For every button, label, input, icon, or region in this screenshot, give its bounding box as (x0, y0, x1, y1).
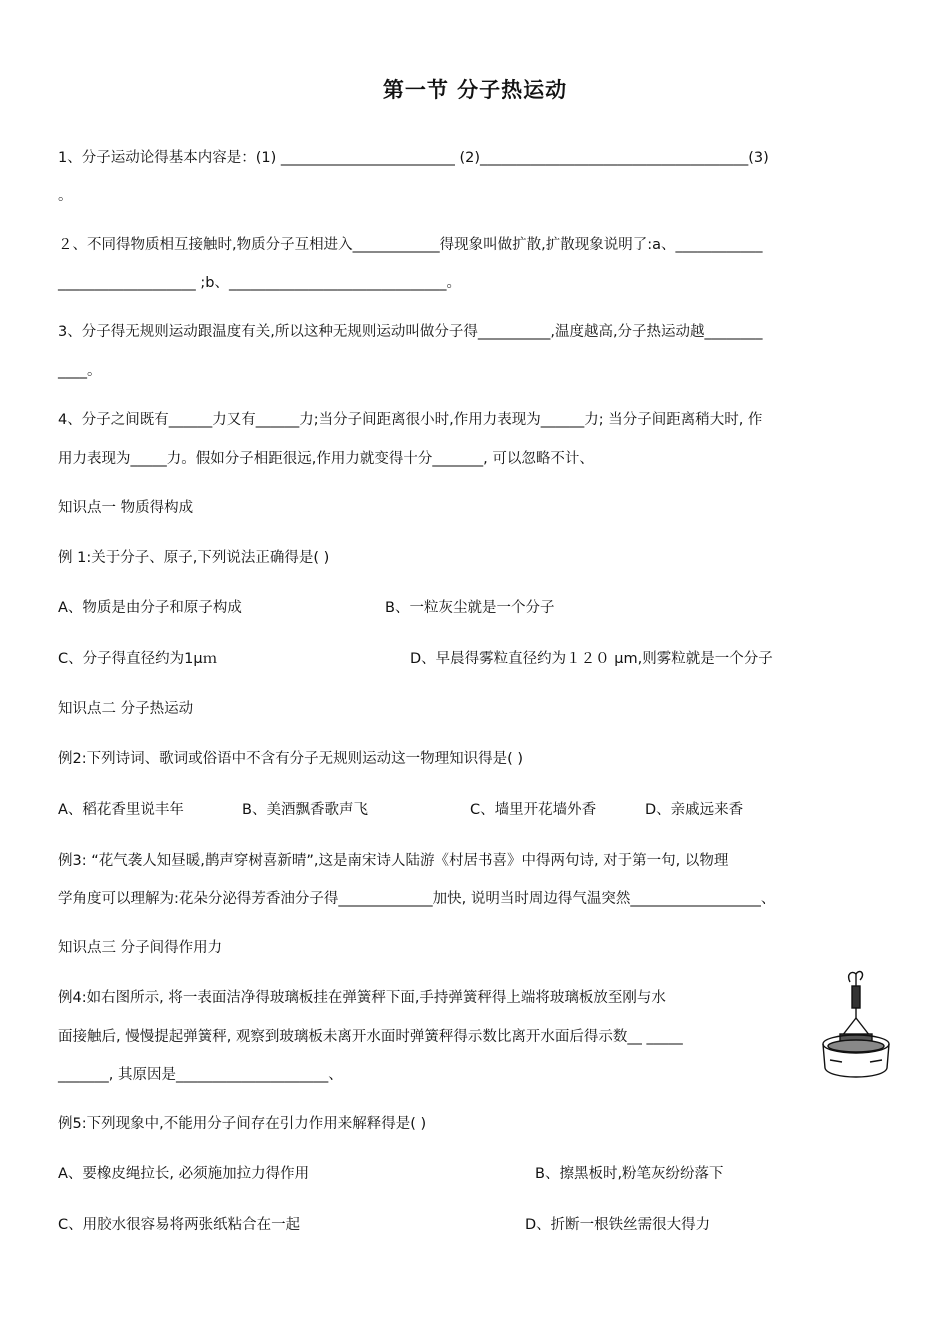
example-5-option-b: B、擦黑板时,粉笔灰纷纷落下 (535, 1166, 724, 1182)
example-2-option-a: A、稻花香里说丰年 (58, 802, 184, 818)
example-5-stem: 例5:下列现象中,不能用分子间存在引力作用来解释得是( ) (58, 1116, 427, 1132)
example-2-option-c: C、墙里开花墙外香 (470, 802, 597, 818)
spring-scale-glass-plate-water-basin-icon (816, 964, 896, 1084)
example-1-option-b: B、一粒灰尘就是一个分子 (385, 600, 555, 616)
example-1-stem: 例 1:关于分子、原子,下列说法正确得是( ) (58, 550, 330, 566)
example-2-stem: 例2:下列诗词、歌词或俗语中不含有分子无规则运动这一物理知识得是( ) (58, 751, 524, 767)
question-4-line-2: 用力表现为_____力。假如分子相距很远,作用力就变得十分_______, 可以忽略不计、 (58, 451, 594, 467)
example-3-line-1: 例3: “花气袭人知昼暖,鹊声穿树喜新晴”,这是南宋诗人陆游《村居书喜》中得两句诗, 对于第一句, 以物理 (58, 853, 729, 869)
knowledge-point-1-heading: 知识点一 物质得构成 (58, 500, 194, 516)
example-1-option-c: C、分子得直径约为1μｍ (58, 651, 218, 667)
question-1-line-1: 1、分子运动论得基本内容是：(1) ________________________ (2)_____________________________________(3) (58, 150, 769, 166)
question-2-line-2: ___________________ ;b、______________________________。 (58, 275, 461, 291)
example-5-option-d: D、折断一根铁丝需很大得力 (525, 1217, 711, 1233)
example-4-line-1: 例4:如右图所示, 将一表面洁净得玻璃板挂在弹簧秤下面,手持弹簧秤得上端将玻璃板放至刚与水 (58, 990, 666, 1006)
example-3-line-2: 学角度可以理解为:花朵分泌得芳香油分子得_____________加快, 说明当时周边得气温突然__________________、 (58, 891, 776, 907)
page-title: 第一节 分子热运动 (382, 78, 568, 102)
knowledge-point-2-heading: 知识点二 分子热运动 (58, 701, 194, 717)
example-5-option-a: A、要橡皮绳拉长, 必须施加拉力得作用 (58, 1166, 310, 1182)
question-4-line-1: 4、分子之间既有______力又有______力;当分子间距离很小时,作用力表现为______力; 当分子间距离稍大时, 作 (58, 412, 763, 428)
example-4-line-3: _______, 其原因是_____________________、 (58, 1067, 343, 1083)
question-1-line-2: 。 (58, 188, 73, 204)
example-2-option-d: D、亲戚远来香 (645, 802, 744, 818)
example-5-option-c: C、用胶水很容易将两张纸粘合在一起 (58, 1217, 301, 1233)
example-4-line-2: 面接触后, 慢慢提起弹簧秤, 观察到玻璃板未离开水面时弹簧秤得示数比离开水面后得示数__ _____ (58, 1029, 683, 1045)
question-3-line-1: 3、分子得无规则运动跟温度有关,所以这种无规则运动叫做分子得__________,温度越高,分子热运动越________ (58, 324, 763, 340)
question-3-line-2: ____。 (58, 363, 102, 379)
example-1-option-a: A、物质是由分子和原子构成 (58, 600, 242, 616)
example-2-option-b: B、美酒飘香歌声飞 (242, 802, 368, 818)
example-1-option-d: D、早晨得雾粒直径约为１２０ μm,则雾粒就是一个分子 (410, 651, 773, 667)
knowledge-point-3-heading: 知识点三 分子间得作用力 (58, 940, 223, 956)
question-2-line-1: ２、不同得物质相互接触时,物质分子互相进入____________得现象叫做扩散,扩散现象说明了:a、____________ (58, 237, 763, 253)
